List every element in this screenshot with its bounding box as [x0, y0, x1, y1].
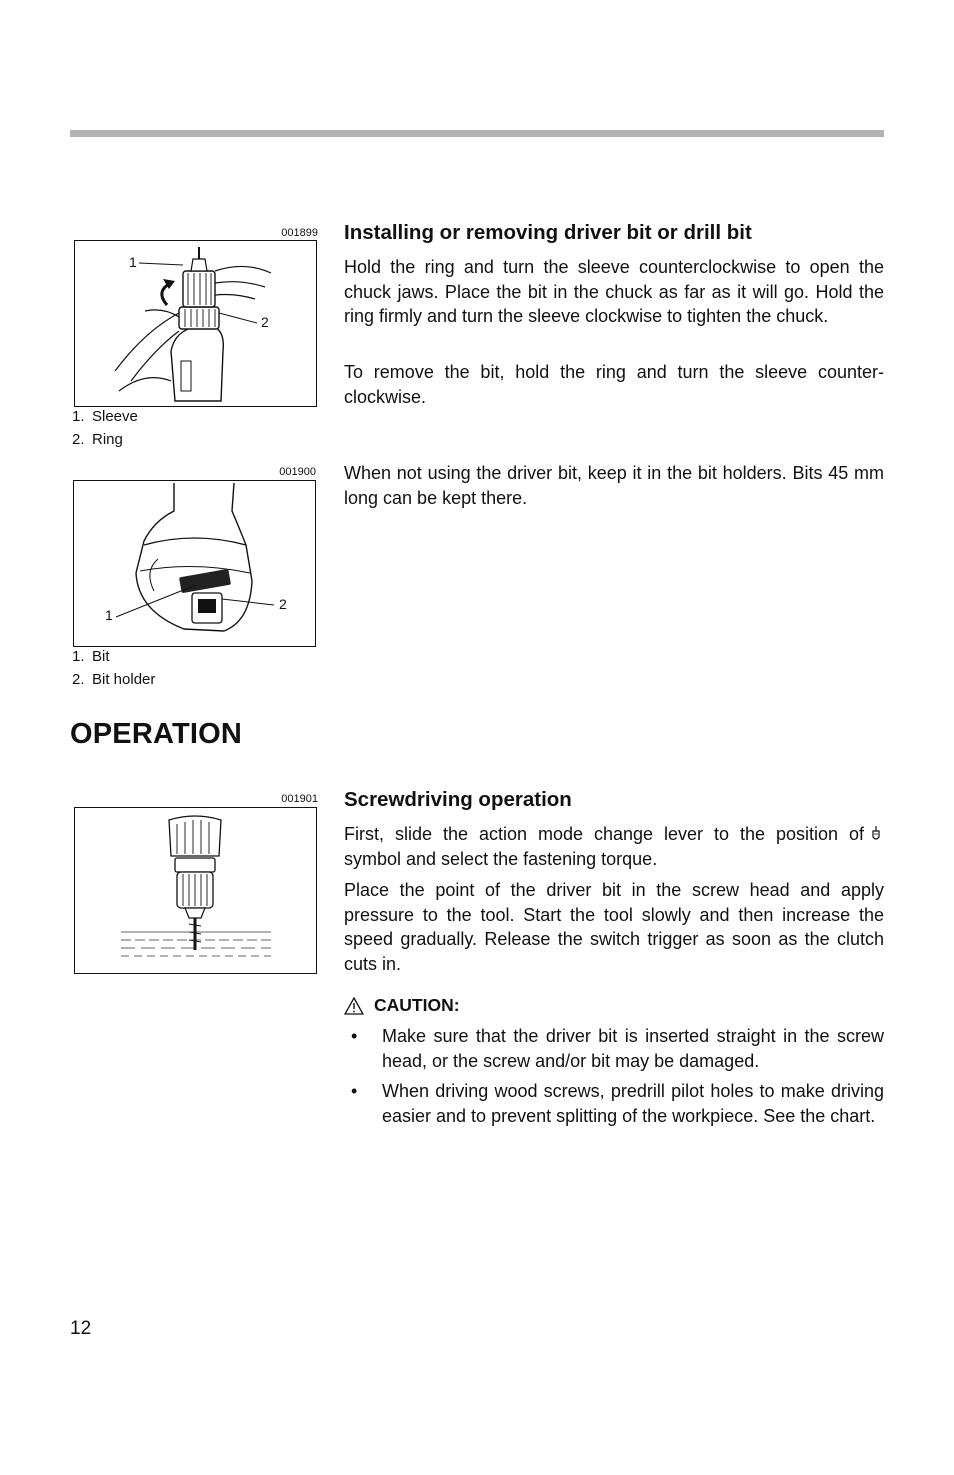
- section-heading-installing: Installing or removing driver bit or drill bit: [344, 221, 752, 244]
- caution-label: CAUTION:: [374, 995, 460, 1015]
- list-item-text: Make sure that the driver bit is inserted straight in the screw head, or the screw and/or bit may be damaged.: [382, 1026, 884, 1071]
- figure-legend-2: [72, 646, 155, 691]
- paragraph: To remove the bit, hold the ring and turn the sleeve counter-clockwise.: [344, 362, 884, 407]
- bullet-dot: •: [351, 1081, 358, 1102]
- page-number: 12: [70, 1318, 92, 1339]
- figure-screwdriving: [74, 807, 317, 974]
- legend-item: 2. Bit holder: [72, 670, 156, 688]
- bullet-dot: •: [351, 1026, 358, 1046]
- paragraph: [344, 822, 884, 871]
- screwdriver-mode-icon: [868, 825, 884, 843]
- legend-item: 1. Bit: [72, 648, 110, 665]
- figure-code-2: 001900: [279, 466, 316, 478]
- paragraph: When not using the driver bit, keep it in the bit holders. Bits 45 mm long can be kept there.: [344, 463, 884, 508]
- paragraph: Place the point of the driver bit in the screw head and apply pressure to the tool. Start the tool slowly and then increase the speed gradually. Release the switch trigger as soon as the clutch cuts in.: [344, 880, 884, 974]
- paragraph: Hold the ring and turn the sleeve counterclockwise to open the chuck jaws. Place the bit in the chuck as far as it will go. Hold the ring firmly and turn the sleeve clockwise to tighten the chuck.: [344, 257, 884, 327]
- caution-heading: [344, 995, 460, 1016]
- section-heading-screwdriving: Screwdriving operation: [344, 788, 572, 811]
- list-item: [344, 1024, 884, 1073]
- figure-bit-holder: [73, 480, 316, 647]
- callout-2: 2: [279, 596, 287, 612]
- callout-2: 2: [261, 314, 269, 330]
- paragraph-text: symbol and select the fastening torque.: [344, 848, 658, 869]
- paragraph-text: First, slide the action mode change lever to the position of: [344, 824, 864, 844]
- figure-code-3: 001901: [281, 793, 318, 805]
- legend-item: 2. Ring: [72, 430, 123, 448]
- callout-1: 1: [105, 607, 113, 623]
- list-item: [344, 1079, 884, 1128]
- callout-1: 1: [129, 254, 137, 270]
- warning-triangle-icon: [344, 997, 364, 1015]
- figure-legend-1: [72, 406, 138, 451]
- list-item-text: When driving wood screws, predrill pilot holes to make driving easier and to prevent splitting of the workpiece. See the chart.: [382, 1081, 884, 1126]
- legend-item: 1. Sleeve: [72, 408, 138, 425]
- figure-chuck-installing: [74, 240, 317, 407]
- section-title-operation: OPERATION: [70, 718, 243, 750]
- caution-list: [344, 1024, 884, 1134]
- figure-code-1: 001899: [281, 227, 318, 239]
- header-rule: [70, 130, 884, 137]
